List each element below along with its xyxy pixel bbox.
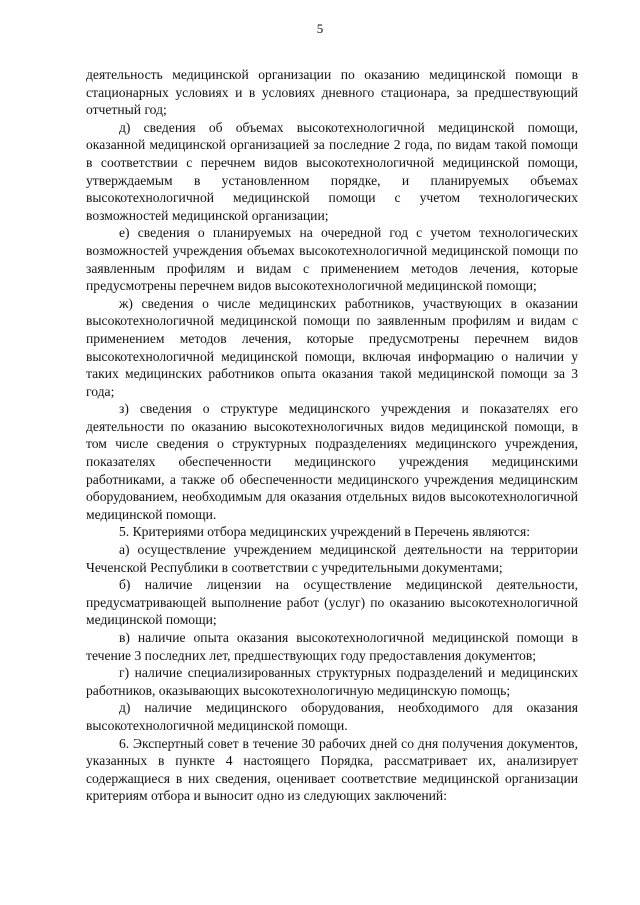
paragraph-section-5-criteria: 5. Критериями отбора медицинских учреждений в Перечень являются: xyxy=(119,524,530,540)
paragraph-item-z-structure: з) сведения о структуре медицинского учреждения и показателях его деятельности по оказанию высокотехнологичных видов медицинской помощи, в том числе сведения о структурных подразделениях медицинского учреждения, показателях обеспеченности медицинского учреждения медицинскими работниками, а также об обеспеченности медицинского учреждения медицинским оборудованием, необходимым для оказания отдельных видов высокотехнологичной медицинской помощи. xyxy=(86,401,578,522)
page-number: 5 xyxy=(316,21,324,36)
paragraph-criterion-b: б) наличие лицензии на осуществление медицинской деятельности, предусматривающей выполнение работ (услуг) по оказанию высокотехнологичной медицинской помощи; xyxy=(86,577,578,628)
paragraph-section-6-expert-council: 6. Экспертный совет в течение 30 рабочих дней со дня получения документов, указанных в пункте 4 настоящего Порядка, рассматривает их, анализирует содержащиеся в них сведения, оценивает соответствие медицинской организации критериям отбора и выносит одно из следующих заключений: xyxy=(86,735,578,804)
paragraph-criterion-g: г) наличие специализированных структурных подразделений и медицинских работников, оказывающих высокотехнологичную медицинскую помощь; xyxy=(86,665,578,698)
paragraph-item-zh-staff: ж) сведения о числе медицинских работников, участвующих в оказании высокотехнологичной медицинской помощи по заявленным профилям и видам с применением методов лечения, которые предусмотрены перечнем видов высокотехнологичной медицинской помощи, включая информацию о наличии у таких медицинских работников опыта оказания такой медицинской помощи за 3 года; xyxy=(86,295,578,399)
paragraph-item-d-volumes: д) сведения об объемах высокотехнологичной медицинской помощи, оказанной медицинской организацией за последние 2 года, по видам такой помощи в соответствии с перечнем видов высокотехнологичной медицинской помощи, утверждаемым в установленном порядке, и планируемых объемах высокотехнологичной медицинской помощи с учетом технологических возможностей медицинской организации; xyxy=(86,119,578,223)
paragraph-activity-continuation: деятельность медицинской организации по оказанию медицинской помощи в стационарных условиях и в условиях дневного стационара, за предшествующий отчетный год; xyxy=(86,67,578,118)
paragraph-criterion-d: д) наличие медицинского оборудования, необходимого для оказания высокотехнологичной медицинской помощи. xyxy=(86,700,578,733)
paragraph-item-e-planned-volumes: е) сведения о планируемых на очередной год с учетом технологических возможностей учреждения объемах высокотехнологичной медицинской помощи по заявленным профилям и видам с применением методов лечения, которые предусмотрены перечнем видов высокотехнологичной медицинской помощи; xyxy=(86,225,578,294)
document-body xyxy=(86,66,578,805)
paragraph-criterion-a: а) осуществление учреждением медицинской деятельности на территории Чеченской Республики в соответствии с учредительными документами; xyxy=(86,542,578,575)
paragraph-criterion-v: в) наличие опыта оказания высокотехнологичной медицинской помощи в течение 3 последних лет, предшествующих году предоставления документов; xyxy=(86,630,578,663)
